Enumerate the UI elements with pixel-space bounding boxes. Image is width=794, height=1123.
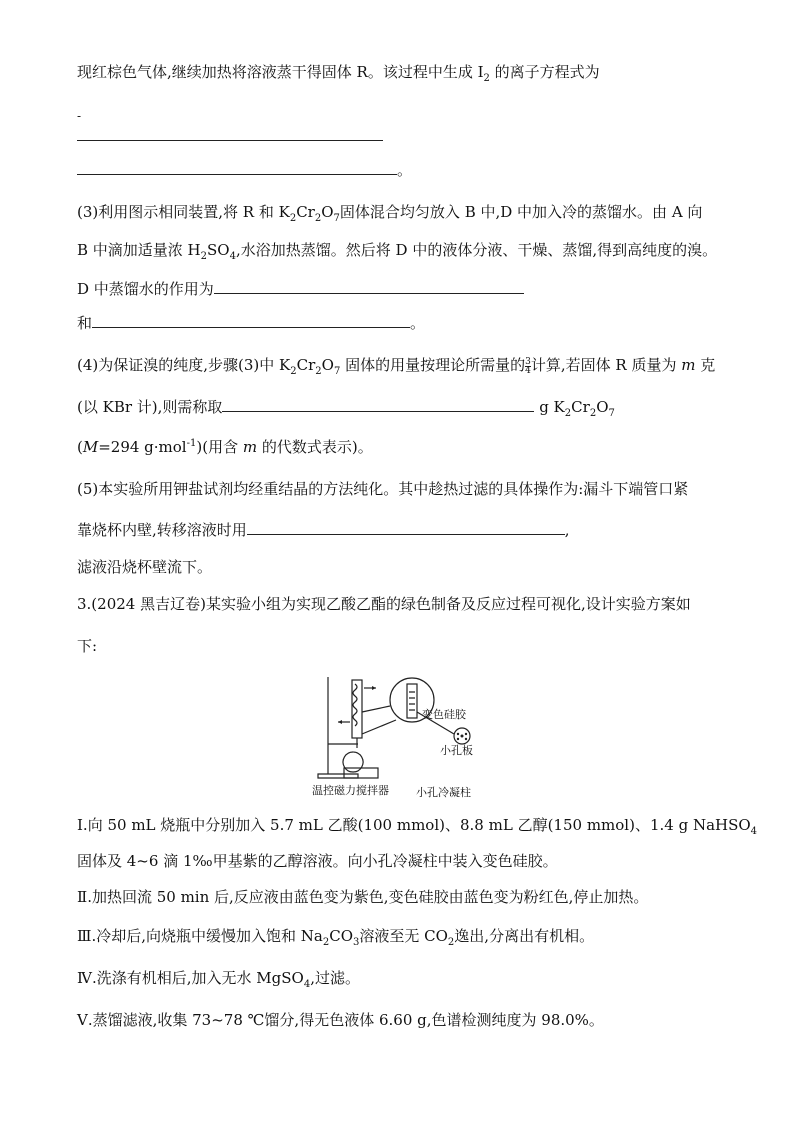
step-1-line-2: 固体及 4~6 滴 1‰甲基紫的乙醇溶液。向小孔冷凝柱中装入变色硅胶。: [77, 852, 558, 870]
p1-line: [77, 62, 717, 82]
step-4: [77, 968, 717, 988]
zoom-line-upper: [362, 706, 390, 712]
plate-hole: [461, 735, 464, 738]
text: 固体的用量按理论所需量的: [340, 356, 526, 374]
text: D 中蒸馏水的作用为: [77, 280, 214, 298]
subscript: 2: [447, 937, 455, 948]
variable-m: m: [681, 356, 696, 374]
q5-line-1: (5)本实验所用钾盐试剂均经重结晶的方法纯化。其中趁热过滤的具体操作为:漏斗下端管口紧: [77, 480, 689, 498]
step-2: Ⅱ.加热回流 50 min 后,反应液由蓝色变为紫色,变色硅胶由蓝色变为粉红色,停止加热。: [77, 888, 649, 906]
plate-hole: [457, 738, 459, 740]
subscript: 2: [314, 213, 322, 224]
text: =294 g·mol: [98, 438, 187, 456]
text: CO: [329, 927, 353, 945]
arrow-out: [372, 686, 376, 690]
subscript: 2: [322, 937, 330, 948]
variable-M: M: [82, 438, 99, 456]
text: Cr: [296, 203, 315, 221]
q3-line-4: [77, 313, 717, 333]
q5-line-2: [77, 520, 717, 540]
answer-blank-6[interactable]: [247, 520, 565, 535]
text: g K: [534, 398, 565, 416]
text: 的代数式表示)。: [257, 438, 373, 456]
p1-dash: -: [77, 109, 82, 123]
subscript: 3: [353, 937, 360, 948]
subscript: 7: [333, 366, 341, 377]
text: SO: [207, 241, 230, 259]
text: 计算,若固体 R 质量为: [530, 356, 682, 374]
answer-blank-3[interactable]: [214, 279, 524, 294]
subscript: 2: [589, 408, 597, 419]
text: 。: [397, 161, 413, 179]
text: 和: [77, 314, 93, 332]
q4-line-1: [77, 355, 717, 375]
text: Cr: [296, 356, 316, 374]
subscript: 7: [333, 213, 340, 224]
q3-line-3: [77, 279, 717, 299]
label-plate: 小孔板: [440, 744, 473, 757]
text: ,水浴加热蒸馏。然后将 D 中的液体分液、干燥、蒸馏,得到高纯度的溴。: [235, 241, 718, 259]
subscript: 2: [564, 408, 572, 419]
text: 。: [410, 314, 426, 332]
text: 固体混合均匀放入 B 中,D 中加入冷的蒸馏水。由 A 向: [339, 203, 703, 221]
condenser-coil: [353, 684, 357, 726]
text: 逸出,分离出有机相。: [454, 927, 595, 945]
text: (4)为保证溴的纯度,步骤(3)中 K: [77, 356, 291, 374]
answer-blank-2[interactable]: [77, 160, 397, 175]
subscript: 4: [303, 979, 311, 990]
answer-blank-5[interactable]: [222, 397, 534, 412]
superscript: -1: [186, 438, 197, 449]
text: (: [77, 438, 83, 456]
text: ,过滤。: [310, 969, 360, 987]
text: B 中滴加适量浓 H: [77, 241, 201, 259]
q4-line-2: [77, 397, 717, 417]
column-detail: [407, 684, 417, 718]
text: 的离子方程式为: [489, 63, 600, 81]
text: O: [321, 356, 334, 374]
subscript: 2: [290, 366, 297, 377]
plate-hole: [465, 738, 467, 740]
zoom-line-lower: [362, 720, 396, 734]
answer-blank-1[interactable]: [77, 140, 383, 141]
apparatus-figure: [310, 672, 490, 800]
plate-hole: [465, 733, 467, 735]
q4-line-3: [77, 437, 717, 457]
fraction-denominator: 4: [525, 365, 531, 376]
subscript: 2: [289, 213, 297, 224]
label-column: 小孔冷凝柱: [416, 786, 471, 799]
text: Ⅳ.洗涤有机相后,加入无水 MgSO: [77, 969, 304, 987]
text: 克: [695, 356, 716, 374]
step-3: [77, 926, 717, 946]
round-flask: [343, 738, 363, 772]
arrow-in: [338, 720, 342, 724]
text: (3)利用图示相同装置,将 R 和 K: [77, 203, 290, 221]
answer-blank-4[interactable]: [92, 313, 410, 328]
step-1-line-1: [77, 815, 758, 837]
subscript: 4: [229, 251, 236, 262]
q3-line-2: [77, 240, 717, 260]
text: ,: [564, 521, 570, 539]
label-gel: 变色硅胶: [422, 708, 466, 721]
text: 溶液至无 CO: [359, 927, 448, 945]
subscript: 7: [608, 408, 615, 419]
subscript: 2: [483, 73, 490, 84]
subscript: 2: [200, 251, 208, 262]
text: Ⅰ.向 50 mL 烧瓶中分别加入 5.7 mL 乙酸(100 mmol)、8.8 mL 乙醇(150 mmol)、1.4 g NaHSO: [77, 816, 751, 834]
text: O: [596, 398, 609, 416]
plate-hole: [457, 733, 459, 735]
label-stirrer: 温控磁力搅拌器: [312, 784, 389, 797]
p3-line-1: 3.(2024 黑吉辽卷)某实验小组为实现乙酸乙酯的绿色制备及反应过程可视化,设计实验方案如: [77, 595, 691, 613]
subscript: 2: [315, 366, 322, 377]
stirrer-base: [344, 768, 378, 778]
step-5: Ⅴ.蒸馏滤液,收集 73~78 ℃馏分,得无色液体 6.60 g,色谱检测纯度为 98.0%。: [77, 1011, 604, 1029]
p3-line-2: 下:: [77, 637, 98, 655]
p1-end-line: [77, 160, 717, 180]
fraction-numerator: 3: [525, 356, 531, 367]
q3-line-1: [77, 202, 717, 222]
variable-m: m: [242, 438, 258, 456]
text: (以 KBr 计),则需称取: [77, 398, 223, 416]
text: 现红棕色气体,继续加热将溶液蒸干得固体 R。该过程中生成 I: [77, 63, 484, 81]
text: )(用含: [196, 438, 243, 456]
gel-pattern: [409, 692, 415, 710]
subscript: 4: [750, 826, 758, 837]
q5-line-3: 滤液沿烧杯壁流下。: [77, 558, 213, 576]
text: O: [321, 203, 334, 221]
text: Ⅲ.冷却后,向烧瓶中缓慢加入饱和 Na: [77, 927, 323, 945]
text: Cr: [571, 398, 590, 416]
text: 靠烧杯内壁,转移溶液时用: [77, 521, 247, 539]
